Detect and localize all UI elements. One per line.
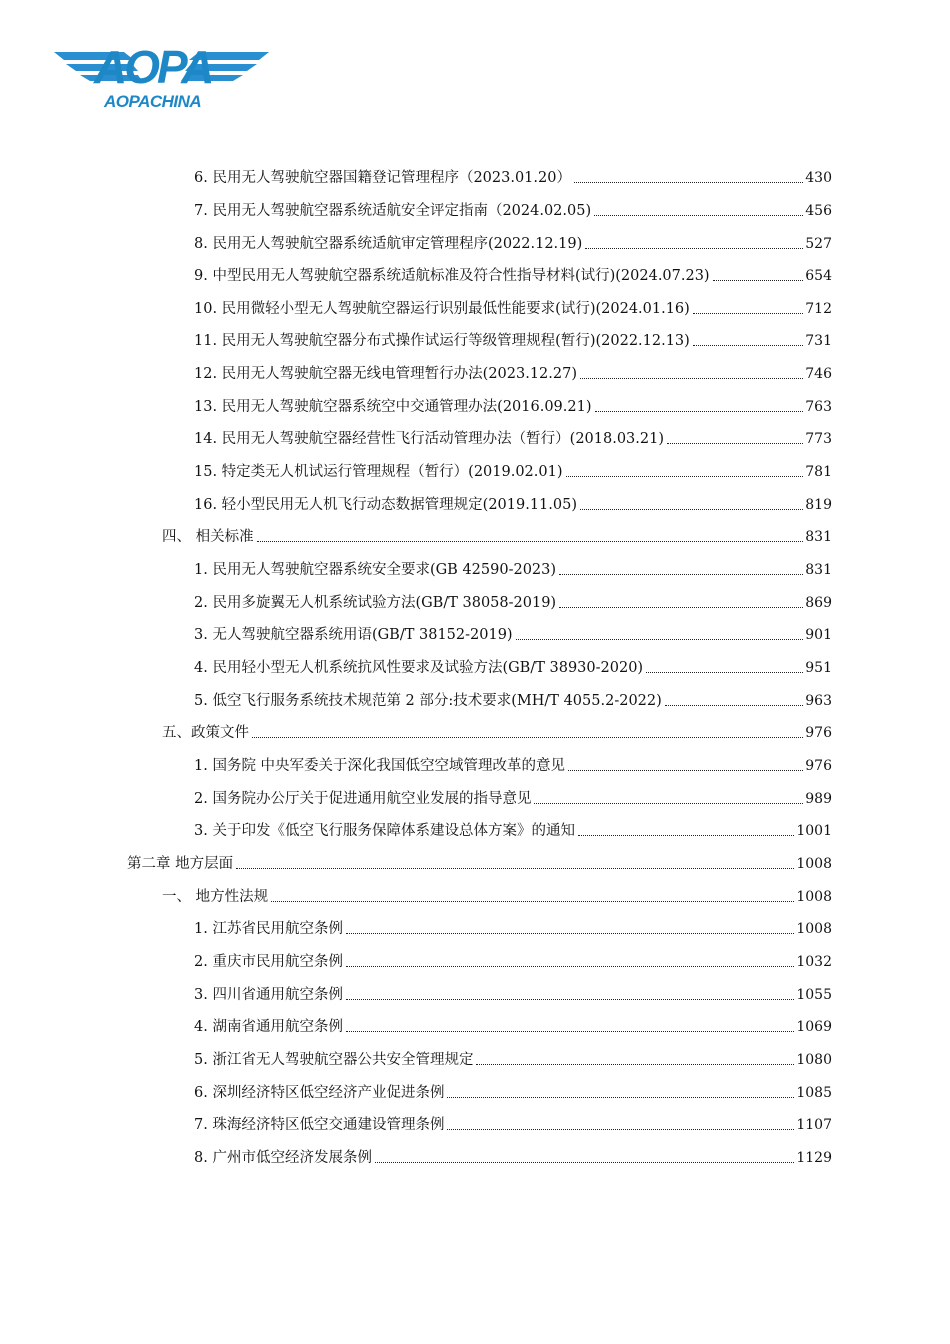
toc-entry[interactable]: 5. 浙江省无人驾驶航空器公共安全管理规定 1080 — [194, 1052, 832, 1068]
toc-entry[interactable]: 3. 关于印发《低空飞行服务保障体系建设总体方案》的通知 1001 — [194, 823, 832, 839]
toc-entry[interactable]: 6. 深圳经济特区低空经济产业促进条例 1085 — [194, 1085, 832, 1101]
toc-entry[interactable]: 4. 湖南省通用航空条例 1069 — [194, 1019, 832, 1035]
toc-entry[interactable]: 2. 国务院办公厅关于促进通用航空业发展的指导意见 989 — [194, 791, 832, 807]
toc-entry[interactable]: 1. 江苏省民用航空条例 1008 — [194, 921, 832, 937]
toc-entry[interactable]: 8. 民用无人驾驶航空器系统适航审定管理程序(2022.12.19) 527 — [194, 236, 832, 252]
toc-entry[interactable]: 8. 广州市低空经济发展条例 1129 — [194, 1150, 832, 1166]
toc-entry[interactable]: 1. 国务院 中央军委关于深化我国低空空域管理改革的意见 976 — [194, 758, 832, 774]
toc-entry[interactable]: 2. 重庆市民用航空条例 1032 — [194, 954, 832, 970]
toc-entry[interactable]: 1. 民用无人驾驶航空器系统安全要求(GB 42590-2023) 831 — [194, 562, 832, 578]
toc-entry[interactable]: 6. 民用无人驾驶航空器国籍登记管理程序（2023.01.20） 430 — [194, 170, 832, 186]
toc-entry[interactable]: 16. 轻小型民用无人机飞行动态数据管理规定(2019.11.05) 819 — [194, 497, 832, 513]
toc-entry[interactable]: 12. 民用无人驾驶航空器无线电管理暂行办法(2023.12.27) 746 — [194, 366, 832, 382]
toc-entry[interactable]: 10. 民用微轻小型无人驾驶航空器运行识别最低性能要求(试行)(2024.01.16) 712 — [194, 301, 832, 317]
toc-entry[interactable]: 9. 中型民用无人驾驶航空器系统适航标准及符合性指导材料(试行)(2024.07.23) 654 — [194, 268, 832, 284]
aopa-logo — [54, 40, 269, 120]
toc-section-entry[interactable]: 一、 地方性法规 1008 — [162, 889, 832, 905]
toc-chapter-entry[interactable]: 第二章 地方层面 1008 — [127, 856, 832, 872]
logo-sub-text: AOPACHINA — [104, 92, 202, 111]
toc-entry[interactable]: 14. 民用无人驾驶航空器经营性飞行活动管理办法（暂行）(2018.03.21) 773 — [194, 431, 832, 447]
toc-entry[interactable]: 4. 民用轻小型无人机系统抗风性要求及试验方法(GB/T 38930-2020) 951 — [194, 660, 832, 676]
toc-entry[interactable]: 5. 低空飞行服务系统技术规范第 2 部分:技术要求(MH/T 4055.2-2022) 963 — [194, 693, 832, 709]
toc-entry[interactable]: 7. 珠海经济特区低空交通建设管理条例 1107 — [194, 1117, 832, 1133]
toc-section-entry[interactable]: 四、 相关标准 831 — [162, 529, 832, 545]
toc-entry[interactable]: 7. 民用无人驾驶航空器系统适航安全评定指南（2024.02.05) 456 — [194, 203, 832, 219]
toc-entry[interactable]: 2. 民用多旋翼无人机系统试验方法(GB/T 38058-2019) 869 — [194, 595, 832, 611]
toc-section-entry[interactable]: 五、政策文件 976 — [162, 725, 832, 741]
toc-entry[interactable]: 11. 民用无人驾驶航空器分布式操作试运行等级管理规程(暂行)(2022.12.13) 731 — [194, 333, 832, 349]
logo-main-text: AOPA — [94, 41, 212, 93]
toc-entry[interactable]: 3. 四川省通用航空条例 1055 — [194, 987, 832, 1003]
toc-entry[interactable]: 3. 无人驾驶航空器系统用语(GB/T 38152-2019) 901 — [194, 627, 832, 643]
toc-entry[interactable]: 13. 民用无人驾驶航空器系统空中交通管理办法(2016.09.21) 763 — [194, 399, 832, 415]
toc-entry[interactable]: 15. 特定类无人机试运行管理规程（暂行）(2019.02.01) 781 — [194, 464, 832, 480]
